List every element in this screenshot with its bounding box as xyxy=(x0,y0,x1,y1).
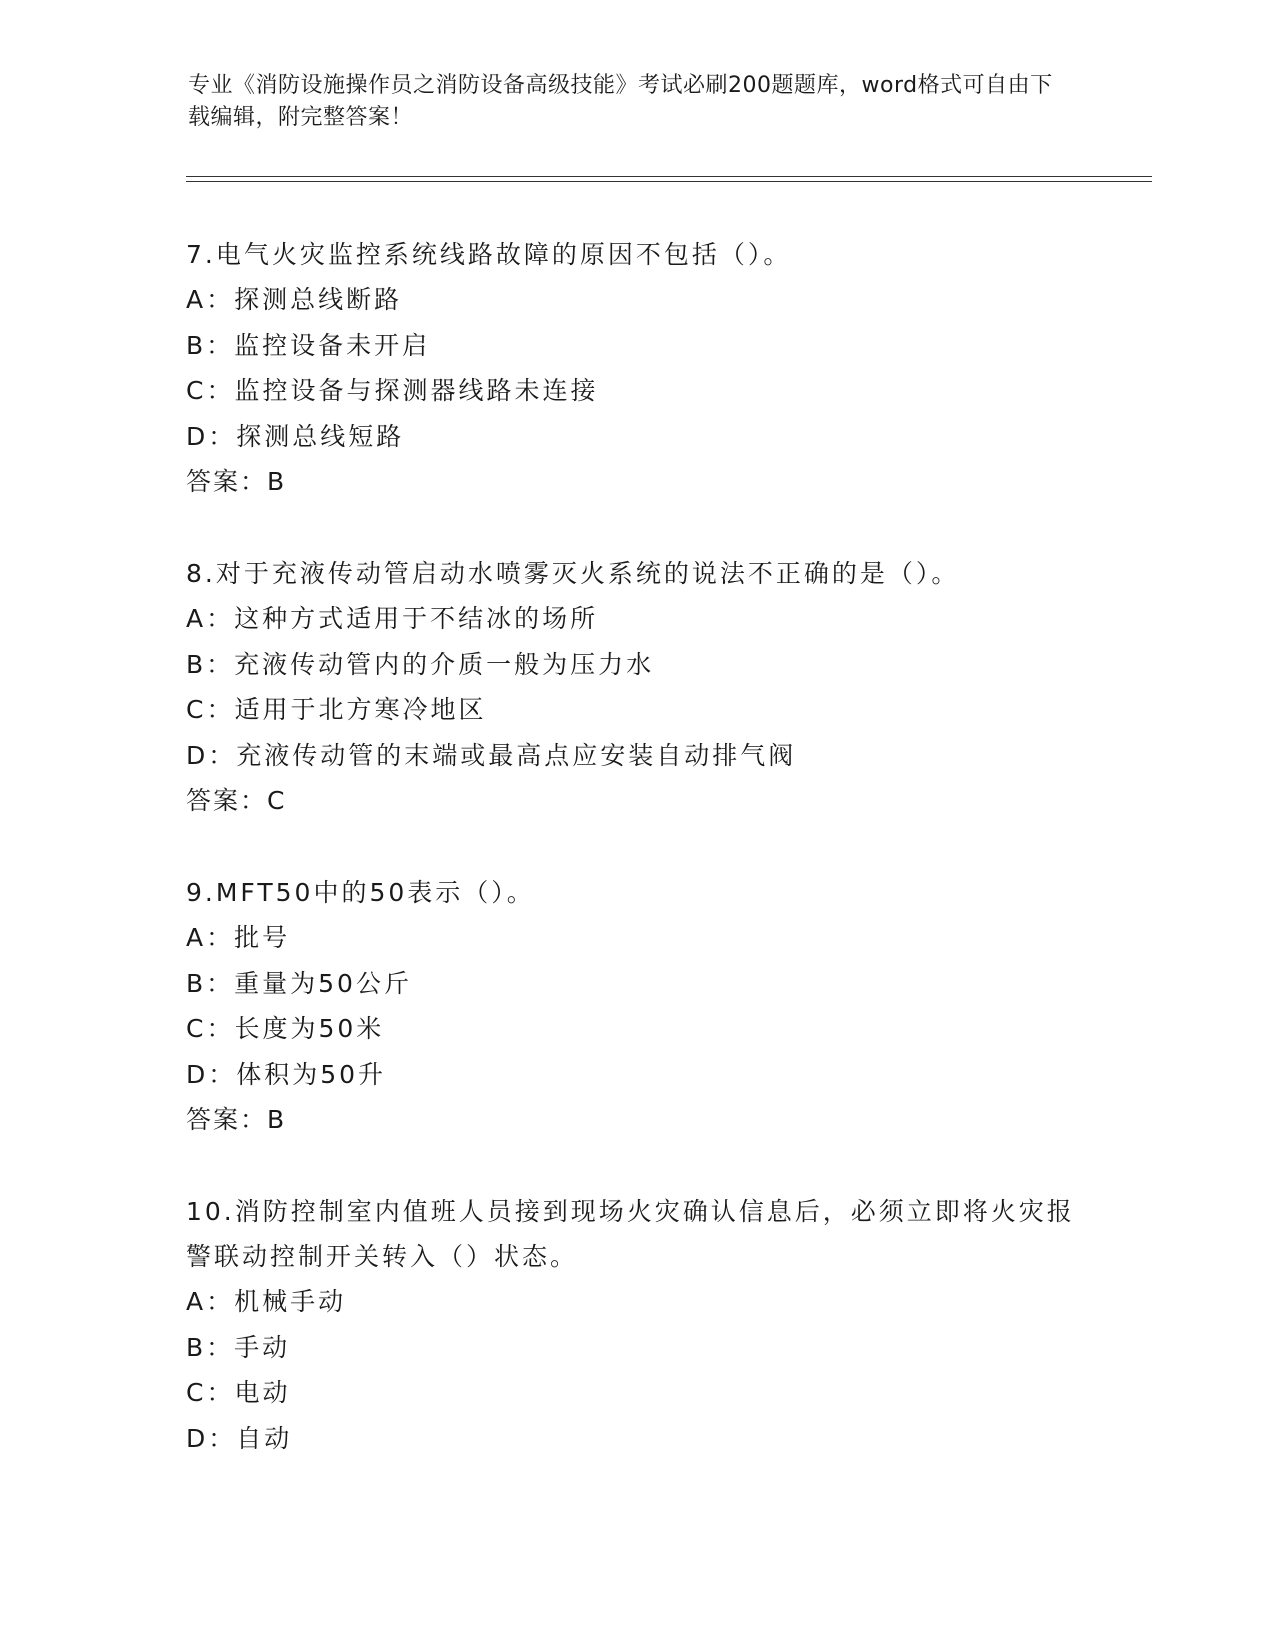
option-c: C：适用于北方寒冷地区 xyxy=(186,695,487,724)
option-c: C：监控设备与探测器线路未连接 xyxy=(186,376,599,405)
option-d: D：自动 xyxy=(186,1423,293,1453)
option-d: D：充液传动管的末端或最高点应安装自动排气阀 xyxy=(186,740,797,770)
option-c: C：长度为50米 xyxy=(186,1014,385,1043)
question-stem: 8.对于充液传动管启动水喷雾灭火系统的说法不正确的是（）。 xyxy=(186,559,960,588)
answer-label: 答案：C xyxy=(186,786,287,815)
header-divider xyxy=(186,176,1152,182)
option-c: C：电动 xyxy=(186,1378,291,1407)
option-d: D：体积为50升 xyxy=(186,1059,387,1089)
question-stem: 7.电气火灾监控系统线路故障的原因不包括（）。 xyxy=(186,240,792,269)
option-a: A：这种方式适用于不结冰的场所 xyxy=(186,604,599,633)
option-a: A：探测总线断路 xyxy=(186,285,403,314)
option-b: B：充液传动管内的介质一般为压力水 xyxy=(186,649,655,679)
question-10 xyxy=(186,1189,1086,1461)
question-7 xyxy=(186,232,1086,504)
question-list xyxy=(186,232,1086,1508)
option-b: B：重量为50公斤 xyxy=(186,968,412,998)
answer-label: 答案：B xyxy=(186,467,287,496)
document-header: 专业《消防设施操作员之消防设备高级技能》考试必刷200题题库，word格式可自由下载编辑，附完整答案！ xyxy=(188,73,1053,130)
option-a: A：批号 xyxy=(186,923,291,952)
option-a: A：机械手动 xyxy=(186,1287,347,1316)
question-stem: 9.MFT50中的50表示（）。 xyxy=(186,878,535,907)
answer-label: 答案：B xyxy=(186,1105,287,1134)
question-stem: 10.消防控制室内值班人员接到现场火灾确认信息后，必须立即将火灾报警联动控制开关转入（）状态。 xyxy=(186,1197,1075,1271)
question-8 xyxy=(186,551,1086,823)
question-9 xyxy=(186,870,1086,1142)
option-b: B：手动 xyxy=(186,1332,291,1362)
option-b: B：监控设备未开启 xyxy=(186,330,431,360)
option-d: D：探测总线短路 xyxy=(186,421,405,451)
